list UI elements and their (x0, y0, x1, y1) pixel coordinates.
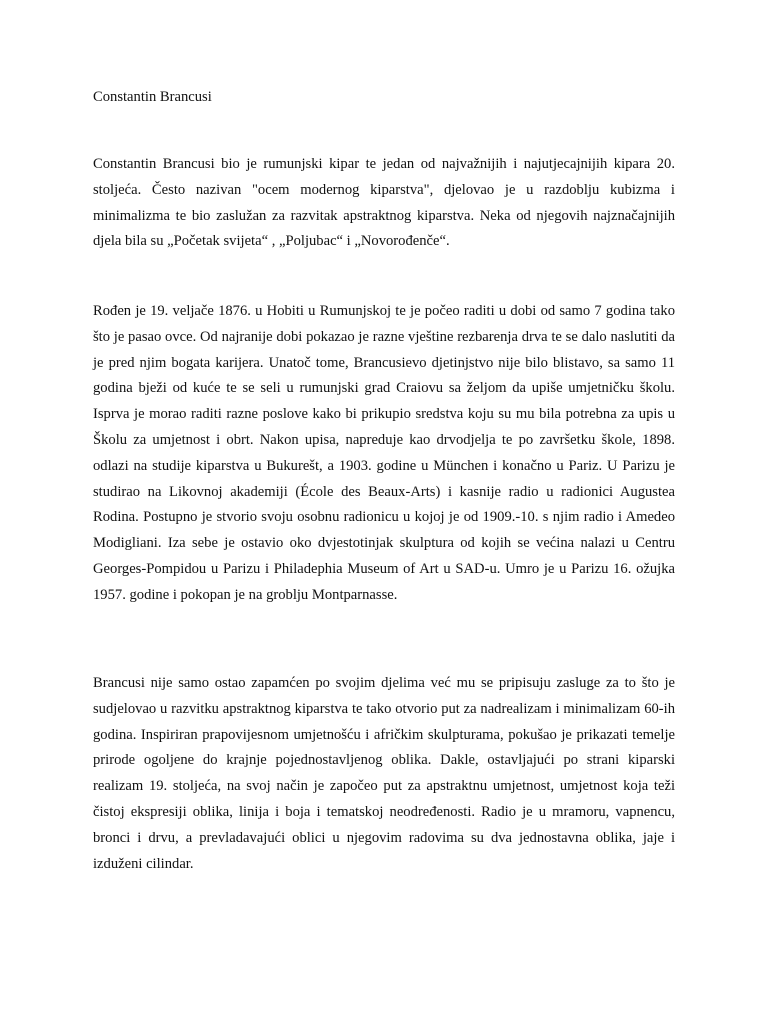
paragraph-intro: Constantin Brancusi bio je rumunjski kipar te jedan od najvažnijih i najutjecajnijih kipara 20. stoljeća. Često nazivan "ocem modernog kiparstva", djelovao je u razdoblju kubizma i minimalizma te bio zaslužan za razvitak apstraktnog kiparstva. Neka od njegovih najznačajnijih djela bila su „Početak svijeta“ , „Poljubac“ i „Novorođenče“. (93, 156, 675, 250)
document-title: Constantin Brancusi (93, 89, 212, 105)
paragraph-legacy: Brancusi nije samo ostao zapamćen po svojim djelima već mu se pripisuju zasluge za to što je sudjelovao u razvitku apstraktnog kiparstva te tako otvorio put za nadrealizam i minimalizam 60-ih godina. Inspiriran prapovijesnom umjetnošću i afričkim skulpturama, pokušao je prikazati temelje prirode ogoljene do krajnje pojednostavljenog oblika. Dakle, ostavljajući po strani kiparski realizam 19. stoljeća, na svoj način je započeo put za apstraktnu umjetnost, umjetnost koja teži čistoj ekspresiji oblika, linija i boja i tematskoj neodređenosti. Radio je u mramoru, vapnencu, bronci i drvu, a prevladavajući oblici u njegovim radovima su dva jednostavna oblika, jaje i izduženi cilindar. (93, 675, 675, 872)
paragraph-biography: Rođen je 19. veljače 1876. u Hobiti u Rumunjskoj te je počeo raditi u dobi od samo 7 godina tako što je pasao ovce. Od najranije dobi pokazao je razne vještine rezbarenja drva te se dalo naslutiti da je pred njim bogata karijera. Unatoč tome, Brancusievo djetinjstvo nije bilo blistavo, sa samo 11 godina bježi od kuće te se seli u rumunjski grad Craiovu sa željom da upiše umjetničku školu. Isprva je morao raditi razne poslove kako bi prikupio sredstva koju su mu bila potrebna za upis u Školu za umjetnost i obrt. Nakon upisa, napreduje kao drvodjelja te po završetku škole, 1898. odlazi na studije kiparstva u Bukurešt, a 1903. godine u München i konačno u Pariz. U Parizu je studirao na Likovnoj akademiji (École des Beaux-Arts) i kasnije radio u radionici Augustea Rodina. Postupno je stvorio svoju osobnu radionicu u kojoj je od 1909.-10. s njim radio i Amedeo Modigliani. Iza sebe je ostavio oko dvjestotinjak skulptura od kojih se većina nalazi u Centru Georges-Pompidou u Parizu i Philadephia Museum of Art u SAD-u. Umro je u Parizu 16. ožujka 1957. godine i pokopan je na groblju Montparnasse. (93, 303, 675, 603)
document-page (93, 0, 675, 1024)
